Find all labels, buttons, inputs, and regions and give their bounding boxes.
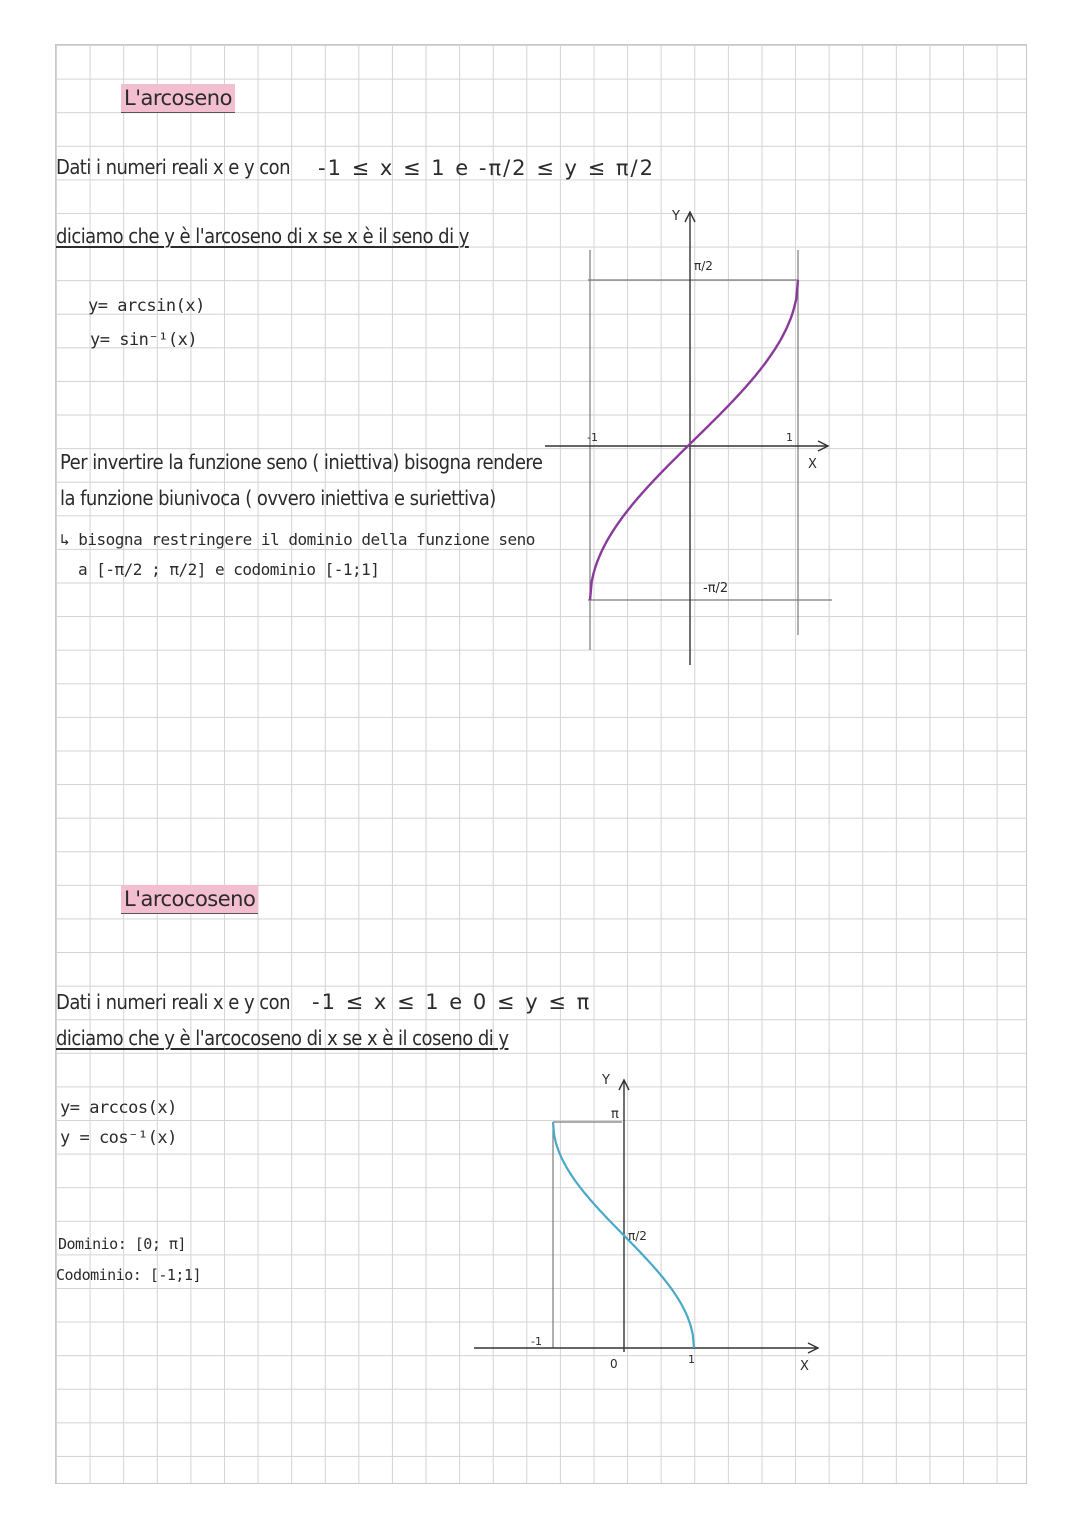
arccos-title: L'arcocoseno (121, 885, 258, 914)
arcsin-condition: -1 ≤ x ≤ 1 e -π/2 ≤ y ≤ π/2 (318, 156, 655, 180)
arccos-pi-label: π (611, 1107, 619, 1122)
arccos-notation-1: y= arccos(x) (60, 1098, 177, 1118)
arccos-domain: Dominio: [0; π] (58, 1235, 186, 1253)
arcsin-left-tick: -1 (587, 431, 598, 444)
arcsin-definition: diciamo che y è l'arcoseno di x se x è il seno di y (56, 224, 469, 248)
arcsin-right-tick: 1 (786, 431, 793, 444)
arccos-notation-2: y = cos⁻¹(x) (60, 1128, 177, 1148)
arcsin-note-line-2: a [-π/2 ; π/2] e codominio [-1;1] (78, 560, 380, 579)
arccos-y-label: Y (602, 1073, 610, 1088)
arcsin-curve (590, 280, 798, 600)
arcsin-notation-2: y= sin⁻¹(x) (90, 330, 198, 350)
arcsin-graph (540, 190, 840, 670)
arccos-origin-label: 0 (610, 1357, 618, 1371)
arcsin-y-label: Y (672, 209, 680, 224)
arccos-left-tick: -1 (531, 1335, 542, 1348)
arccos-right-tick: 1 (688, 1353, 695, 1366)
arcsin-bottom-label: -π/2 (703, 581, 729, 596)
arccos-condition: -1 ≤ x ≤ 1 e 0 ≤ y ≤ π (312, 990, 592, 1014)
arcsin-title: L'arcoseno (121, 84, 235, 113)
arccos-graph (470, 1060, 830, 1380)
arcsin-paragraph-line-2: la funzione biunivoca ( ovvero iniettiva e suriettiva) (60, 486, 496, 510)
arcsin-intro-text: Dati i numeri reali x e y con (56, 155, 290, 179)
arcsin-paragraph-line-1: Per invertire la funzione seno ( iniettiva) bisogna rendere (60, 450, 543, 474)
arccos-codomain: Codominio: [-1;1] (56, 1266, 202, 1284)
arccos-intro-text: Dati i numeri reali x e y con (56, 990, 290, 1014)
arcsin-intro (56, 155, 316, 179)
arccos-definition: diciamo che y è l'arcocoseno di x se x è il coseno di y (56, 1026, 509, 1050)
arcsin-top-label: π/2 (694, 259, 713, 273)
arcsin-x-label: X (808, 457, 817, 472)
arcsin-note-line-1: ↳ bisogna restringere il dominio della funzione seno (60, 530, 535, 549)
arccos-intro (56, 990, 316, 1014)
arccos-half-pi-label: π/2 (628, 1229, 647, 1243)
arccos-x-label: X (800, 1359, 809, 1374)
arcsin-notation-1: y= arcsin(x) (88, 296, 205, 316)
